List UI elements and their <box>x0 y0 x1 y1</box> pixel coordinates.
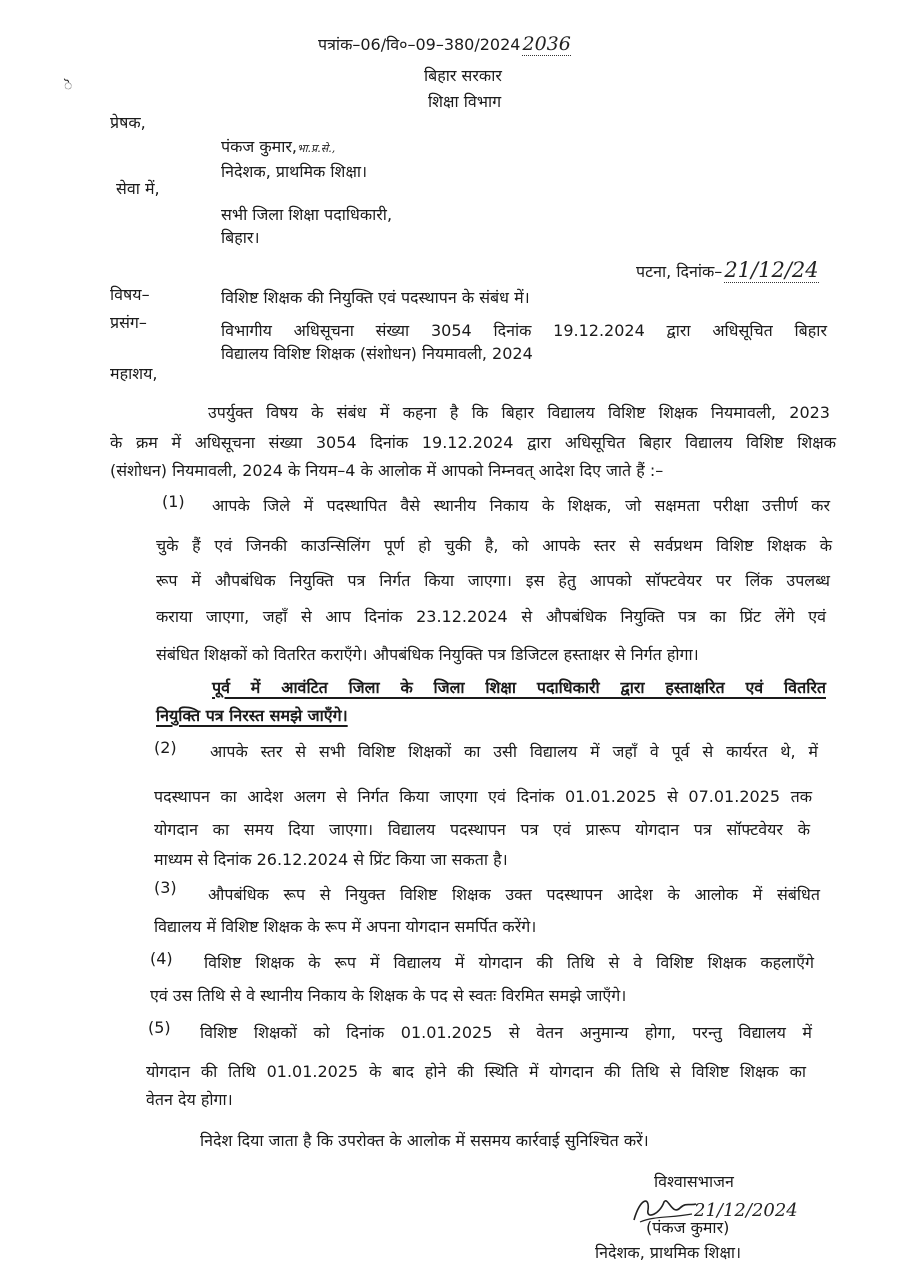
point-5-line-1: विशिष्ट शिक्षकों को दिनांक 01.01.2025 से वेतन अनुमान्य होगा, परन्तु विद्यालय में <box>200 1023 812 1042</box>
letter-reference <box>318 34 571 55</box>
point-1-emphasis-line-1: पूर्व में आवंटित जिला के जिला शिक्षा पदाधिकारी द्वारा हस्ताक्षरित एवं वितरित <box>212 678 826 697</box>
sender-designation: निदेशक, प्राथमिक शिक्षा। <box>221 162 368 181</box>
point-4-line-1: विशिष्ट शिक्षक के रूप में विद्यालय में योगदान की तिथि से वे विशिष्ट शिक्षक कहलाएँगे <box>204 953 814 972</box>
signer-name: (पंकज कुमार) <box>646 1218 730 1237</box>
point-2-line-2: पदस्थापन का आदेश अलग से निर्गत किया जाएगा एवं दिनांक 01.01.2025 से 07.01.2025 तक <box>154 787 812 806</box>
margin-mark: ॆ <box>64 78 73 94</box>
to-line-1: सभी जिला शिक्षा पदाधिकारी, <box>221 205 393 224</box>
sign-off: विश्वासभाजन <box>654 1172 734 1191</box>
reference-line-2: विद्यालय विशिष्ट शिक्षक (संशोधन) नियमावली, 2024 <box>221 344 533 363</box>
point-2-line-3: योगदान का समय दिया जाएगा। विद्यालय पदस्थापन पत्र एवं प्रारूप योगदान पत्र सॉफ्टवेयर के <box>154 820 810 839</box>
subject-label: विषय– <box>110 285 150 304</box>
point-5-number: (5) <box>148 1018 171 1037</box>
signature-date-handwritten: 21/12/2024 <box>694 1200 798 1221</box>
sender-name <box>221 137 335 159</box>
point-2-number: (2) <box>154 738 177 757</box>
point-4-number: (4) <box>150 949 173 968</box>
sender-name-text: पंकज कुमार, <box>221 137 297 156</box>
point-5-line-2: योगदान की तिथि 01.01.2025 के बाद होने की स्थिति में योगदान की तिथि से विशिष्ट शिक्षक का <box>146 1062 806 1081</box>
date-label: पटना, दिनांक– <box>636 262 723 281</box>
date-handwritten: 21/12/24 <box>724 258 819 282</box>
point-1-emphasis-line-2: नियुक्ति पत्र निरस्त समझे जाएँगे। <box>156 706 348 725</box>
point-1-line-1: आपके जिले में पदस्थापित वैसे स्थानीय निकाय के शिक्षक, जो सक्षमता परीक्षा उत्तीर्ण कर <box>212 496 830 515</box>
department-name: शिक्षा विभाग <box>428 92 502 111</box>
to-line-2: बिहार। <box>221 228 260 247</box>
letter-ref-handwritten: 2036 <box>522 33 571 55</box>
letter-ref-printed: पत्रांक–06/वि०–09–380/2024 <box>318 35 521 54</box>
point-3-line-1: औपबंधिक रूप से नियुक्त विशिष्ट शिक्षक उक्त पदस्थापन आदेश के आलोक में संबंधित <box>208 885 820 904</box>
reference-line-1: विभागीय अधिसूचना संख्या 3054 दिनांक 19.12.2024 द्वारा अधिसूचित बिहार <box>221 321 827 340</box>
intro-line-3: (संशोधन) नियमावली, 2024 के नियम–4 के आलोक में आपको निम्नवत् आदेश दिए जाते हैं :– <box>110 461 664 480</box>
point-2-line-1: आपके स्तर से सभी विशिष्ट शिक्षकों का उसी विद्यालय में जहाँ वे पूर्व से कार्यरत थे, में <box>210 742 818 761</box>
signer-designation: निदेशक, प्राथमिक शिक्षा। <box>595 1243 742 1262</box>
sender-title-handwritten: भा.प्र.से., <box>296 142 336 155</box>
point-3-line-2: विद्यालय में विशिष्ट शिक्षक के रूप में अपना योगदान समर्पित करेंगे। <box>154 917 537 936</box>
salutation: महाशय, <box>110 364 158 383</box>
letter-date <box>636 260 819 282</box>
government-name: बिहार सरकार <box>424 66 502 85</box>
point-2-line-4: माध्यम से दिनांक 26.12.2024 से प्रिंट किया जा सकता है। <box>154 850 508 869</box>
point-1-line-4: कराया जाएगा, जहाँ से आप दिनांक 23.12.2024 से औपबंधिक नियुक्ति पत्र का प्रिंट लेंगे एवं <box>156 607 826 626</box>
to-label: सेवा में, <box>116 179 160 198</box>
point-4-line-2: एवं उस तिथि से वे स्थानीय निकाय के शिक्षक के पद से स्वतः विरमित समझे जाएँगे। <box>150 986 627 1005</box>
intro-line-2: के क्रम में अधिसूचना संख्या 3054 दिनांक 19.12.2024 द्वारा अधिसूचित बिहार विद्यालय विशिष्ट शिक्षक <box>110 433 836 452</box>
intro-line-1: उपर्युक्त विषय के संबंध में कहना है कि बिहार विद्यालय विशिष्ट शिक्षक नियमावली, 2023 <box>208 403 830 422</box>
reference-label: प्रसंग– <box>110 313 147 332</box>
subject-text: विशिष्ट शिक्षक की नियुक्ति एवं पदस्थापन के संबंध में। <box>221 288 530 307</box>
point-3-number: (3) <box>154 878 177 897</box>
point-1-line-2: चुके हैं एवं जिनकी काउन्सिलिंग पूर्ण हो चुकी है, को आपके स्तर से सर्वप्रथम विशिष्ट शिक्षक के <box>156 536 832 555</box>
sender-label: प्रेषक, <box>110 113 146 132</box>
closing-directive: निदेश दिया जाता है कि उपरोक्त के आलोक में ससमय कार्रवाई सुनिश्चित करें। <box>200 1131 649 1150</box>
point-1-number: (1) <box>162 492 185 511</box>
point-5-line-3: वेतन देय होगा। <box>146 1090 233 1109</box>
point-1-line-3: रूप में औपबंधिक नियुक्ति पत्र निर्गत किया जाएगा। इस हेतु आपको सॉफ्टवेयर पर लिंक उपलब्ध <box>156 571 830 590</box>
point-1-line-5: संबंधित शिक्षकों को वितरित कराएँगे। औपबंधिक नियुक्ति पत्र डिजिटल हस्ताक्षर से निर्गत होगा। <box>156 645 699 664</box>
